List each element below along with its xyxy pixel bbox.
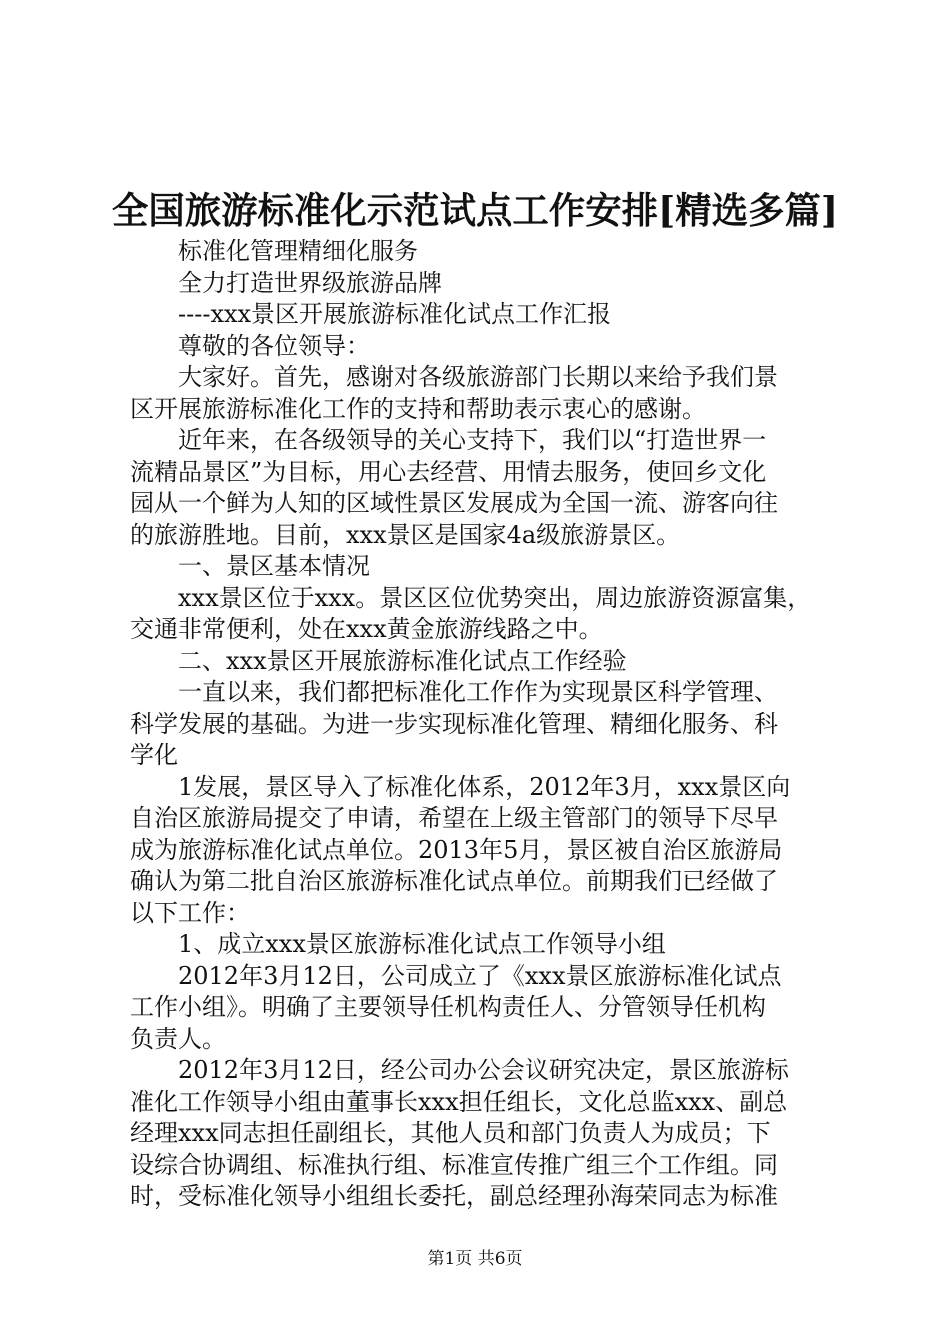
text-line: 设综合协调组、标准执行组、标准宣传推广组三个工作组。同 — [130, 1150, 778, 1179]
text-line: 成为旅游标准化试点单位。2013年5月，景区被自治区旅游局 — [130, 835, 783, 864]
text-line: 2012年3月12日，公司成立了《xxx景区旅游标准化试点 — [178, 961, 782, 990]
text-line: 一直以来，我们都把标准化工作作为实现景区科学管理、 — [178, 678, 778, 706]
page-footer: 第1页 共6页 — [427, 1249, 523, 1269]
text-line: 流精品景区”为目标，用心去经营、用情去服务，使回乡文化 — [130, 457, 767, 486]
text-line: 标准化管理精细化服务 — [178, 237, 418, 265]
text-line: 园从一个鲜为人知的区域性景区发展成为全国一流、游客向往 — [130, 489, 778, 517]
text-line: 时，受标准化领导小组组长委托，副总经理孙海荣同志为标准 — [130, 1182, 778, 1210]
text-line: 全力打造世界级旅游品牌 — [178, 268, 442, 297]
text-line: 确认为第二批自治区旅游标准化试点单位。前期我们已经做了 — [130, 867, 778, 895]
text-line: 学化 — [130, 741, 178, 769]
text-line: 经理xxx同志担任副组长，其他人员和部门负责人为成员；下 — [130, 1119, 771, 1147]
text-line: 近年来，在各级领导的关心支持下，我们以“打造世界一 — [178, 426, 767, 454]
text-line: 自治区旅游局提交了申请，希望在上级主管部门的领导下尽早 — [130, 804, 778, 832]
text-line: 一、景区基本情况 — [178, 552, 370, 580]
text-line: 1、成立xxx景区旅游标准化试点工作领导小组 — [178, 930, 666, 958]
text-line: xxx景区位于xxx。景区区位优势突出，周边旅游资源富集， — [178, 583, 812, 612]
text-line: 1发展，景区导入了标准化体系，2012年3月，xxx景区向 — [178, 772, 791, 801]
text-line: 工作小组》。明确了主要领导任机构责任人、分管领导任机构 — [130, 993, 766, 1021]
text-line: 区开展旅游标准化工作的支持和帮助表示衷心的感谢。 — [130, 394, 706, 423]
text-line: 尊敬的各位领导： — [178, 331, 370, 360]
document-title: 全国旅游标准化示范试点工作安排[精选多篇] — [111, 189, 839, 232]
text-line: 2012年3月12日，经公司办公会议研究决定，景区旅游标 — [178, 1056, 789, 1084]
text-line: 的旅游胜地。目前，xxx景区是国家4a级旅游景区。 — [130, 520, 681, 549]
text-line: 交通非常便利，处在xxx黄金旅游线路之中。 — [130, 615, 603, 643]
document-body — [130, 236, 842, 1213]
text-line: 准化工作领导小组由董事长xxx担任组长，文化总监xxx、副总 — [130, 1087, 788, 1116]
text-line: 以下工作： — [130, 898, 250, 927]
text-line: 科学发展的基础。为进一步实现标准化管理、精细化服务、科 — [130, 709, 778, 738]
text-line: 负责人。 — [130, 1024, 226, 1053]
text-line: 大家好。首先，感谢对各级旅游部门长期以来给予我们景 — [178, 363, 778, 391]
text-line: ----xxx景区开展旅游标准化试点工作汇报 — [178, 300, 612, 328]
text-line: 二、xxx景区开展旅游标准化试点工作经验 — [178, 646, 627, 675]
